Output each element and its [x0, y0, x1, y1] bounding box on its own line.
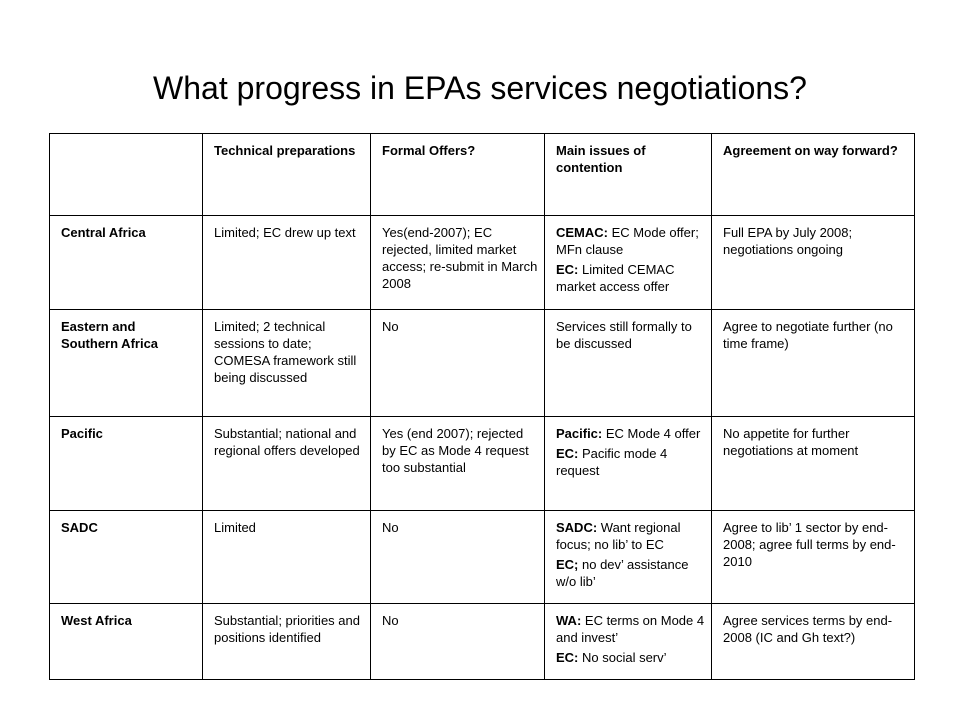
offers-cell: Yes(end-2007); EC rejected, limited market access; re-submit in March 2008: [371, 216, 545, 310]
issues-cell: [545, 511, 712, 604]
issue-text: Services still formally to be discussed: [556, 319, 692, 351]
region-cell: Central Africa: [50, 216, 203, 310]
issue-text: EC Mode 4 offer: [602, 426, 701, 441]
technical-cell: Limited: [203, 511, 371, 604]
issue-lead: EC:: [556, 262, 579, 277]
table-row: [50, 417, 915, 511]
table-row: [50, 604, 915, 680]
issue-item: [556, 224, 705, 258]
region-cell: West Africa: [50, 604, 203, 680]
issue-lead: CEMAC:: [556, 225, 608, 240]
region-cell: SADC: [50, 511, 203, 604]
technical-cell: Limited; 2 technical sessions to date; COMESA framework still being discussed: [203, 310, 371, 417]
epa-progress-table: [49, 133, 915, 680]
region-cell: Eastern and Southern Africa: [50, 310, 203, 417]
table-header-row: [50, 134, 915, 216]
offers-cell: No: [371, 310, 545, 417]
table-row: [50, 310, 915, 417]
header-agreement: Agreement on way forward?: [712, 134, 915, 216]
issues-cell: [545, 604, 712, 680]
issue-lead: EC;: [556, 557, 579, 572]
issue-item: [556, 519, 705, 553]
technical-cell: Substantial; national and regional offers developed: [203, 417, 371, 511]
issue-item: [556, 445, 705, 479]
agreement-cell: No appetite for further negotiations at moment: [712, 417, 915, 511]
issues-cell: [545, 216, 712, 310]
issue-item: [556, 556, 705, 590]
slide-title: What progress in EPAs services negotiations?: [153, 70, 807, 106]
issue-text: no dev’ assistance w/o lib’: [556, 557, 689, 589]
header-main-issues: Main issues of contention: [545, 134, 712, 216]
issues-cell: [545, 417, 712, 511]
issue-item: [556, 261, 705, 295]
offers-cell: Yes (end 2007); rejected by EC as Mode 4 request too substantial: [371, 417, 545, 511]
header-formal-offers: Formal Offers?: [371, 134, 545, 216]
issue-lead: EC:: [556, 446, 579, 461]
issue-item: [556, 318, 705, 352]
offers-cell: No: [371, 511, 545, 604]
issue-lead: Pacific:: [556, 426, 603, 441]
issue-text: Limited CEMAC market access offer: [556, 262, 675, 294]
issues-cell: [545, 310, 712, 417]
issue-text: EC terms on Mode 4 and invest’: [556, 613, 705, 645]
technical-cell: Limited; EC drew up text: [203, 216, 371, 310]
header-corner-cell: [50, 134, 203, 216]
issue-text: EC Mode offer; MFn clause: [556, 225, 699, 257]
agreement-cell: Agree services terms by end-2008 (IC and Gh text?): [712, 604, 915, 680]
agreement-cell: Agree to lib’ 1 sector by end-2008; agree full terms by end-2010: [712, 511, 915, 604]
offers-cell: No: [371, 604, 545, 680]
issue-lead: WA:: [556, 613, 582, 628]
issue-item: [556, 612, 705, 646]
issue-item: [556, 649, 705, 666]
table-row: [50, 216, 915, 310]
table-row: [50, 511, 915, 604]
agreement-cell: Agree to negotiate further (no time frame): [712, 310, 915, 417]
issue-text: Pacific mode 4 request: [556, 446, 668, 478]
issue-text: Want regional focus; no lib’ to EC: [556, 520, 681, 552]
header-technical-preparations: Technical preparations: [203, 134, 371, 216]
issue-lead: EC:: [556, 650, 579, 665]
agreement-cell: Full EPA by July 2008; negotiations ongoing: [712, 216, 915, 310]
technical-cell: Substantial; priorities and positions identified: [203, 604, 371, 680]
issue-item: [556, 425, 705, 442]
issue-lead: SADC:: [556, 520, 598, 535]
region-cell: Pacific: [50, 417, 203, 511]
issue-text: No social serv’: [578, 650, 667, 665]
